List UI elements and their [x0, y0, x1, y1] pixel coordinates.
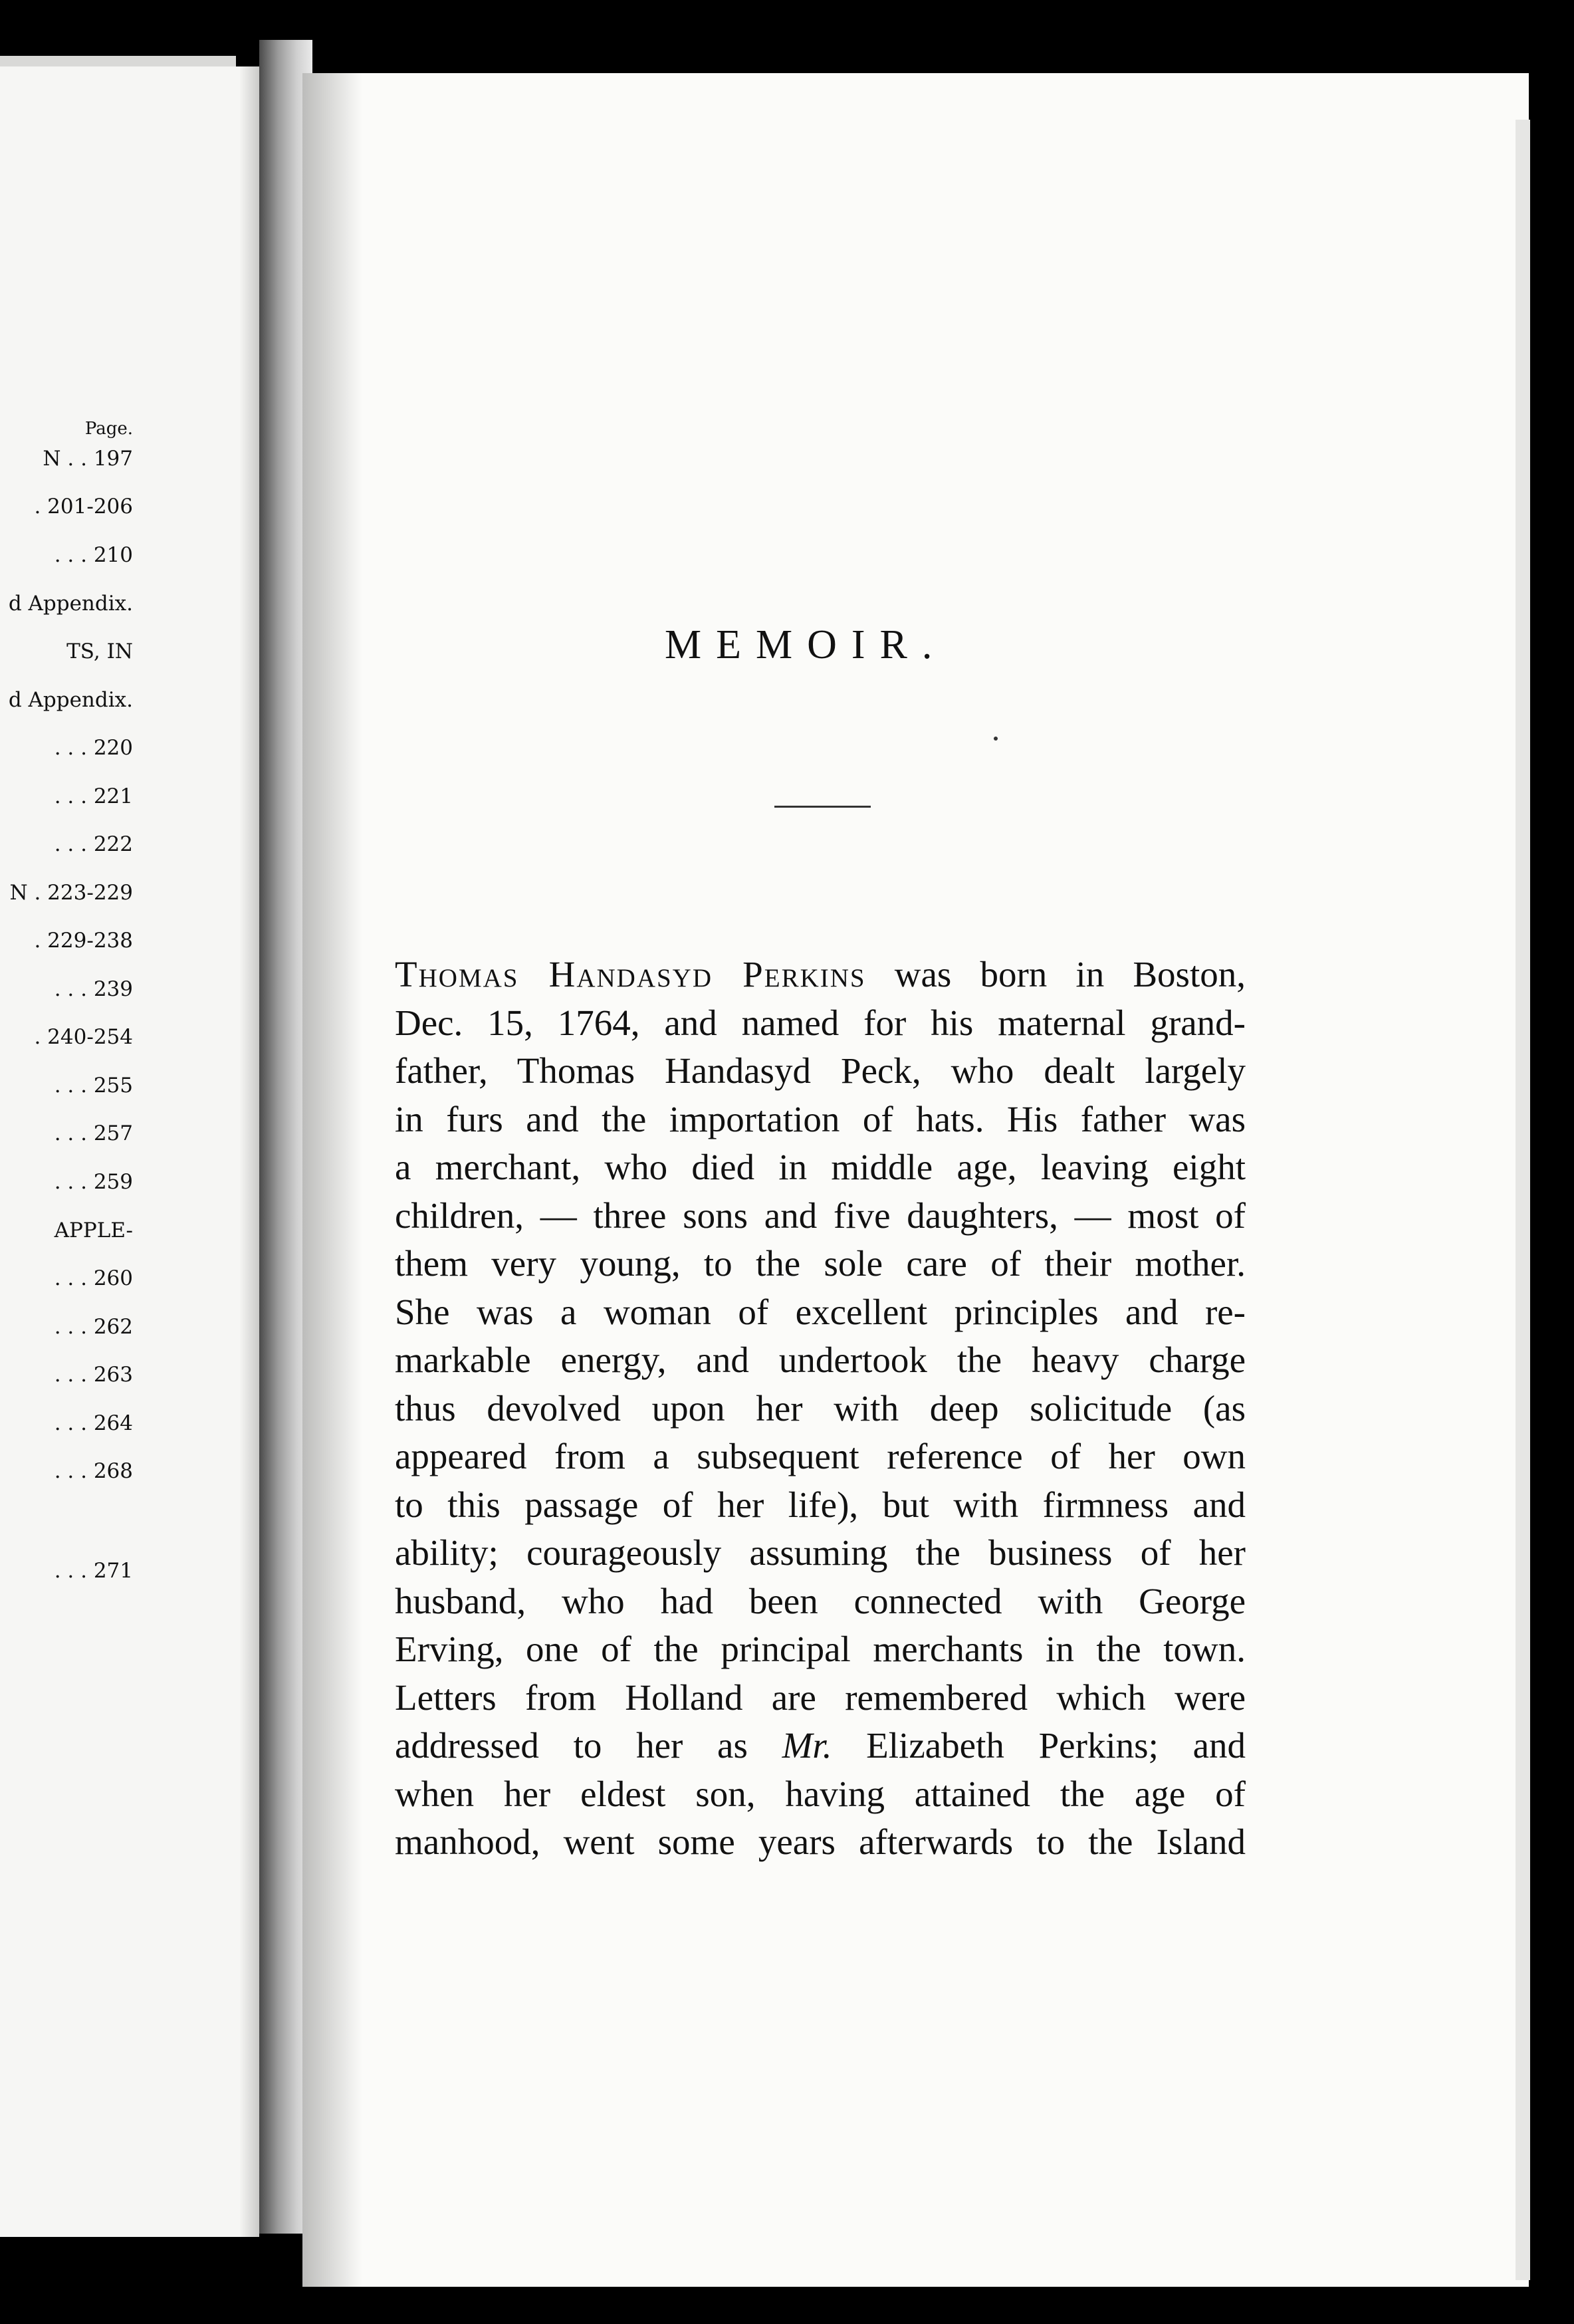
toc-row-text: N . 223-229 [9, 881, 133, 905]
toc-row-text: . . . 263 [54, 1363, 133, 1387]
toc-row-text: . . . 210 [54, 543, 133, 567]
toc-row-text: . . . 268 [54, 1459, 133, 1483]
text-line: appeared from a subsequent reference of her own [395, 1436, 1246, 1476]
text-line: thus devolved upon her with deep solicitude (as [395, 1387, 1246, 1429]
toc-row-text: . . . 260 [54, 1266, 133, 1290]
toc-row-text: . . . 257 [54, 1121, 133, 1145]
text-line: to this passage of her life), but with firmness and [395, 1484, 1246, 1525]
toc-row [0, 680, 133, 720]
toc-row-text: . . . 264 [54, 1411, 133, 1435]
title-rule [774, 806, 871, 808]
toc-row [0, 1113, 133, 1153]
memoir-body-text [395, 951, 1246, 1867]
toc-row [0, 1307, 133, 1347]
toc-row-text: . . . 271 [54, 1559, 133, 1583]
text-line: Thomas Handasyd Perkins was born in Boston, [395, 954, 1246, 994]
text-line: ability; courageously assuming the business of her [395, 1532, 1246, 1573]
toc-row-text: . . . 222 [54, 832, 133, 856]
right-page-gutter-shadow [302, 73, 362, 2287]
toc-row [0, 776, 133, 816]
toc-row [0, 873, 133, 913]
ink-speck [994, 737, 998, 741]
toc-row [0, 1162, 133, 1202]
text-line: Dec. 15, 1764, and named for his maternal grand- [395, 1002, 1246, 1043]
text-line: father, Thomas Handasyd Peck, who dealt largely [395, 1050, 1246, 1091]
text-line: Letters from Holland are remembered which were [395, 1677, 1246, 1718]
text-line: a merchant, who died in middle age, leaving eight [395, 1147, 1246, 1187]
text-line: manhood, went some years afterwards to the Island [395, 1821, 1246, 1862]
left-page-gutter-shadow [239, 66, 259, 2237]
toc-row [0, 439, 133, 479]
text-line: in furs and the importation of hats. His father was [395, 1098, 1246, 1139]
toc-row-text: . 201-206 [34, 495, 133, 519]
toc-row [0, 584, 133, 624]
chapter-title: MEMOIR. [665, 622, 947, 667]
text-line: children, — three sons and five daughters, — most of [395, 1195, 1246, 1236]
left-page [0, 66, 259, 2237]
text-line: addressed to her as Mr. Elizabeth Perkins; and [395, 1725, 1246, 1766]
toc-page-header: Page. [84, 419, 133, 439]
toc-row [0, 921, 133, 961]
toc-row-text: . . . 255 [54, 1074, 133, 1098]
toc-row-text: APPLE- [54, 1219, 133, 1242]
toc-row [0, 1017, 133, 1057]
toc-row [0, 1403, 133, 1443]
toc-row-text: . . . 239 [54, 977, 133, 1001]
toc-row [0, 1211, 133, 1250]
toc-row-text: . 240-254 [34, 1025, 133, 1049]
toc-row-text: . . . 221 [54, 784, 133, 808]
text-line: Erving, one of the principal merchants in the town. [395, 1629, 1246, 1669]
toc-row [0, 632, 133, 671]
toc-row-text: d Appendix. [8, 592, 133, 616]
text-line: markable energy, and undertook the heavy charge [395, 1339, 1246, 1380]
toc-row-text: . . . 220 [54, 736, 133, 760]
toc-row [0, 1258, 133, 1298]
toc-row [0, 487, 133, 526]
toc-row [0, 1355, 133, 1395]
right-page-edge [1516, 120, 1530, 2280]
text-line: She was a woman of excellent principles and re- [395, 1291, 1246, 1332]
text-line: them very young, to the sole care of their mother. [395, 1243, 1246, 1284]
toc-row-text: TS, IN [66, 639, 133, 663]
toc-row [0, 1551, 133, 1591]
toc-row [0, 535, 133, 575]
toc-row [0, 1066, 133, 1105]
toc-row-text: . 229-238 [34, 929, 133, 953]
toc-row [0, 824, 133, 864]
toc-row-text: . . . 259 [54, 1170, 133, 1194]
left-page-top-edge [0, 56, 236, 66]
toc-row-text: . . . 262 [54, 1315, 133, 1339]
text-line: when her eldest son, having attained the age of [395, 1773, 1246, 1814]
toc-row [0, 969, 133, 1009]
toc-row-text: d Appendix. [8, 688, 133, 712]
toc-row [0, 728, 133, 768]
text-line: husband, who had been connected with George [395, 1580, 1246, 1621]
toc-row-text: N . . 197 [43, 447, 133, 471]
toc-row [0, 1451, 133, 1491]
